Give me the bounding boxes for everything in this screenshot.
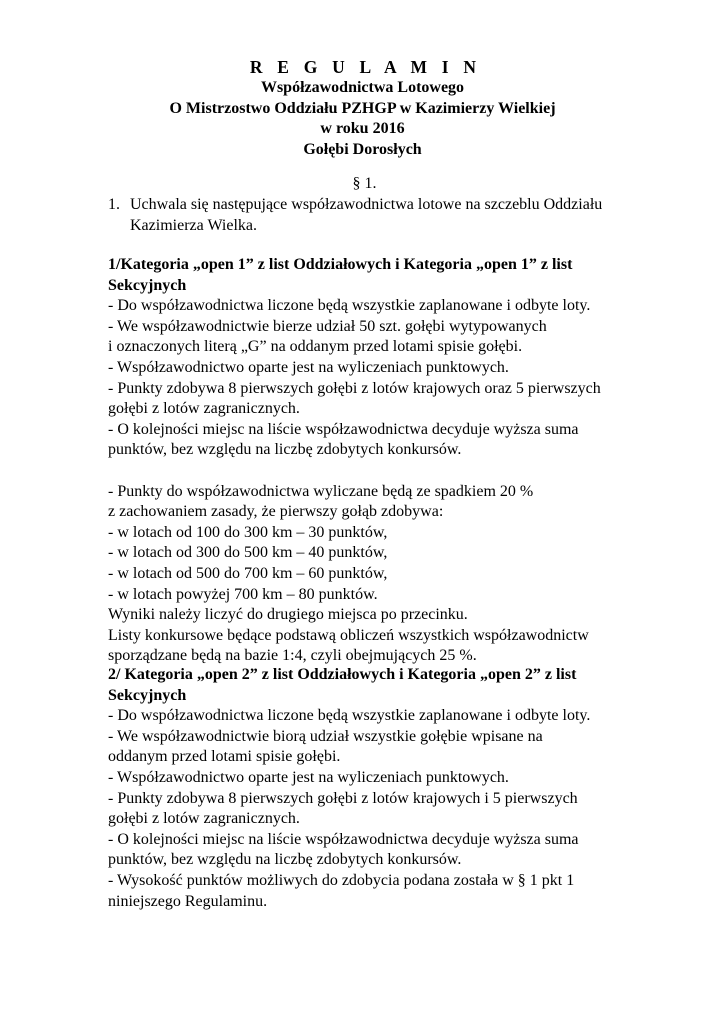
section-1-points-line: Wyniki należy liczyć do drugiego miejsca po przecinku. <box>108 606 468 624</box>
section-1-points-line: - w lotach powyżej 700 km – 80 punktów. <box>108 585 378 603</box>
section-2-text-line: gołębi z lotów zagranicznych. <box>108 810 300 828</box>
subtitle-line-2: O Mistrzostwo Oddziału PZHGP w Kazimierzy Wielkiej <box>169 99 556 117</box>
section-1-text-line: - Do współzawodnictwa liczone będą wszystkie zaplanowane i odbyte loty. <box>108 297 591 315</box>
section-1-text-line: - Współzawodnictwo oparte jest na wyliczeniach punktowych. <box>108 358 509 376</box>
section-1-heading-line-1: 1/Kategoria „open 1” z list Oddziałowych i Kategoria „open 1” z list <box>108 256 573 273</box>
blank-line <box>108 461 668 482</box>
section-1-text-line: - O kolejności miejsc na liście współzawodnictwa decyduje wyższa suma <box>108 420 579 438</box>
section-2-text-line: punktów, bez względu na liczbę zdobytych konkursów. <box>108 851 462 869</box>
section-2-text-line: - Punkty zdobywa 8 pierwszych gołębi z lotów krajowych i 5 pierwszych <box>108 789 578 807</box>
item-number: 1. <box>108 196 120 213</box>
section-1-points-line: - w lotach od 500 do 700 km – 60 punktów, <box>108 564 388 582</box>
document-title: R E G U L A M I N <box>249 57 482 77</box>
subtitle-line-4: Gołębi Dorosłych <box>303 140 422 158</box>
section-1-text-line: gołębi z lotów zagranicznych. <box>108 400 300 418</box>
subtitle-line-1: Współzawodnictwa Lotowego <box>260 79 465 96</box>
section-1-text-line: - We współzawodnictwie bierze udział 50 szt. gołębi wytypowanych <box>108 317 547 335</box>
section-1-points-line: sporządzane będą na bazie 1:4, czyli obejmujących 25 %. <box>108 647 477 665</box>
item-text-line-1: Uchwala się następujące współzawodnictwa lotowe na szczeblu Oddziału <box>130 196 603 213</box>
section-1-points-line: - w lotach od 100 do 300 km – 30 punktów, <box>108 523 388 541</box>
section-2-heading-line-1: 2/ Kategoria „open 2” z list Oddziałowych i Kategoria „open 2” z list <box>108 666 577 683</box>
section-2-text-line: - O kolejności miejsc na liście współzawodnictwa decyduje wyższa suma <box>108 830 579 848</box>
section-2-text-line: - Do współzawodnictwa liczone będą wszystkie zaplanowane i odbyte loty. <box>108 707 591 725</box>
section-1-text-line: punktów, bez względu na liczbę zdobytych konkursów. <box>108 441 462 459</box>
section-2-text-line: - We współzawodnictwie biorą udział wszystkie gołębie wpisane na <box>108 727 543 745</box>
section-1-text-line: i oznaczonych literą „G” na oddanym przed lotami spisie gołębi. <box>108 338 523 356</box>
document-header <box>0 56 725 160</box>
section-1-points-line: - w lotach od 300 do 500 km – 40 punktów, <box>108 544 388 562</box>
section-2-text-line: - Współzawodnictwo oparte jest na wyliczeniach punktowych. <box>108 768 509 786</box>
section-open-1 <box>108 255 668 667</box>
section-2-heading-line-2: Sekcyjnych <box>108 686 187 704</box>
paragraph-mark: § 1. <box>352 175 377 192</box>
section-1-heading-line-2: Sekcyjnych <box>108 276 187 294</box>
section-2-text-line: oddanym przed lotami spisie gołębi. <box>108 748 341 766</box>
section-open-2 <box>108 665 668 912</box>
section-1-points-line: Listy konkursowe będące podstawą obliczeń wszystkich współzawodnictw <box>108 626 589 644</box>
item-text-line-2: Kazimierza Wielka. <box>130 217 257 234</box>
section-1-text-line: - Punkty zdobywa 8 pierwszych gołębi z lotów krajowych oraz 5 pierwszych <box>108 379 601 397</box>
section-1-points-line: z zachowaniem zasady, że pierwszy gołąb zdobywa: <box>108 503 444 521</box>
section-2-text-line: niniejszego Regulaminu. <box>108 892 268 910</box>
subtitle-line-3: w roku 2016 <box>320 120 405 137</box>
section-2-text-line: - Wysokość punktów możliwych do zdobycia podana została w § 1 pkt 1 <box>108 871 575 889</box>
section-1-points-line: - Punkty do współzawodnictwa wyliczane będą ze spadkiem 20 % <box>108 482 534 500</box>
numbered-item-1 <box>108 194 668 236</box>
